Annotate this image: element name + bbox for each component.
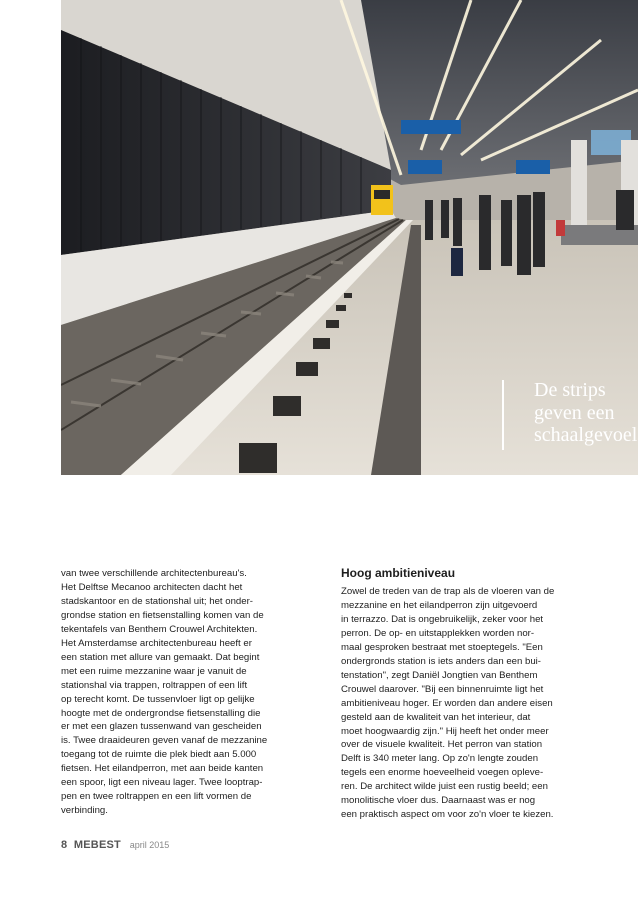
station-photo [61, 0, 638, 475]
right-column [341, 585, 601, 822]
issue-date: april 2015 [129, 840, 170, 850]
section-heading: Hoog ambitieniveau [341, 566, 456, 580]
left-column [61, 567, 321, 818]
page-footer [61, 839, 169, 851]
page-number: 8 [61, 839, 68, 851]
pull-quote [502, 380, 638, 450]
pull-quote-text: De strips geven een schaalgevoel [534, 379, 638, 446]
pull-quote-bar [502, 380, 504, 450]
right-column-body: Zowel de treden van de trap als de vloeren van de mezzanine en het eilandperron zijn uitgevoerd in terrazzo. Dat is ongebruikelijk, zeker voor het perron. De op- en uitstapplekken worden nor- maal gesproken bestraat met stoeptegels. "Een ondergronds station is iets anders dan een bui- tenstation", zegt Daniël Jongtien van Benthem Crouwel daarover. "Bij een binnenruimte ligt het ambitieniveau hoger. Er worden dan andere eisen gesteld aan de kwaliteit van het interieur, dat moet hoogwaardig zijn." Hij heeft het onder meer over de visuele kwaliteit. Het perron van station Delft is 340 meter lang. Op zo'n lengte zouden tegels een enorme hoeveelheid voegen opleve- ren. De architect wilde juist een rustig beeld; een monolitische vloer dus. Daarnaast was er nog een praktisch aspect om voor zo'n vloer te kiezen. [341, 586, 555, 821]
left-column-body: van twee verschillende architectenbureau's. Het Delftse Mecanoo architecten dacht het stadskantoor en de stationshal uit; het onder- grondse station en fietsenstalling komen van de tekentafels van Benthem Crouwel Architekten. Het Amsterdamse architectenbureau heeft er een station met allure van gemaakt. Dat begint met een ruime mezzanine waar je vanuit de stationshal via trappen, roltrappen of een lift op terecht komt. De tussenvloer ligt op gelijke hoogte met de ondergrondse fietsenstalling die er met een glazen tussenwand van gescheiden is. Twee draaideuren geven vanaf de mezzanine toegang tot de ruimte die plek biedt aan 5.000 fietsen. Het eilandperron, met aan beide kanten een spoor, ligt een niveau lager. Twee looptrap- pen en twee roltrappen en een lift vormen de verbinding. [61, 568, 268, 817]
magazine-brand: MEBEST [73, 839, 121, 851]
